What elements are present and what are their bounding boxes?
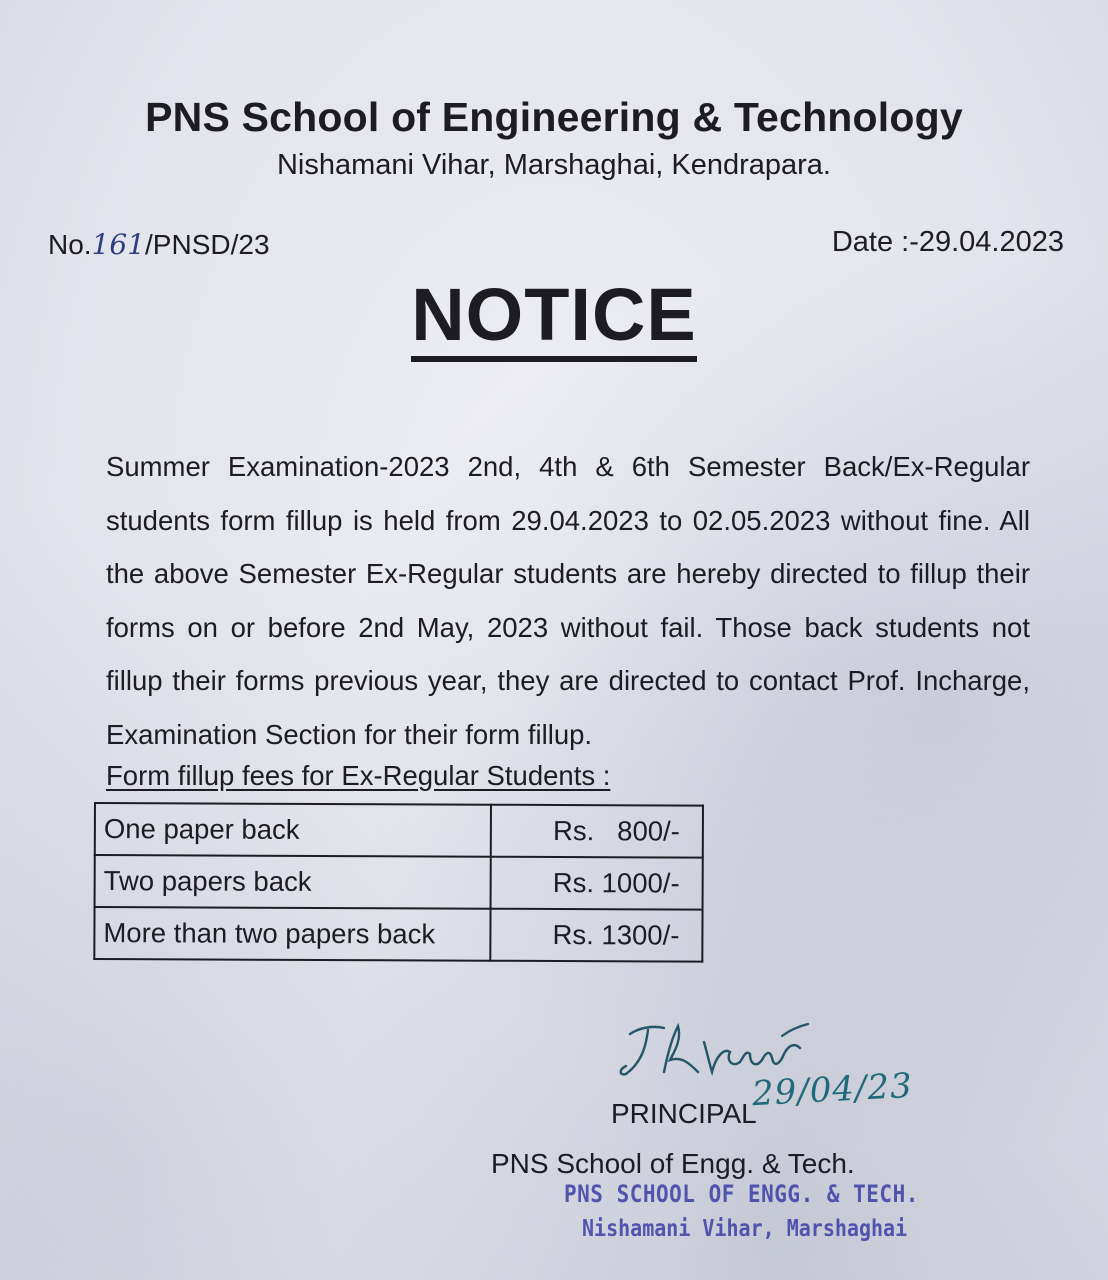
reference-number <box>48 228 270 261</box>
notice-heading <box>0 272 1108 362</box>
institution-title: PNS School of Engineering & Technology <box>145 94 963 140</box>
table-row <box>95 855 703 910</box>
table-row <box>94 907 702 962</box>
reference-suffix: /PNSD/23 <box>145 229 270 260</box>
stamp-line-2: Nishamani Vihar, Marshaghai <box>582 1214 908 1242</box>
fee-description: Two papers back <box>95 855 491 909</box>
fee-amount: Rs. 1300/- <box>490 909 702 962</box>
table-row <box>95 803 703 858</box>
notice-body <box>106 440 1030 761</box>
fee-amount: Rs. 1000/- <box>491 857 703 910</box>
official-stamp <box>564 1182 919 1240</box>
fee-description: More than two papers back <box>94 907 490 961</box>
reference-handwritten-number: 161 <box>91 228 146 261</box>
fee-description: One paper back <box>95 803 491 857</box>
principal-school: PNS School of Engg. & Tech. <box>491 1148 855 1179</box>
notice-body-paragraph: Summer Examination-2023 2nd, 4th & 6th Semester Back/Ex-Regular students form fillup is held from 29.04.2023 to 02.05.2023 without fine. All the above Semester Ex-Regular students are hereby directed to fillup their forms on or before 2nd May, 2023 without fail. Those back students not fillup their forms previous year, they are directed to contact Prof. Incharge, Examination Section for their form fillup. <box>106 451 1030 750</box>
fees-heading: Form fillup fees for Ex-Regular Students : <box>106 760 611 791</box>
principal-title: PRINCIPAL <box>611 1098 757 1129</box>
notice-heading-text: NOTICE <box>411 276 697 362</box>
notice-date: Date :-29.04.2023 <box>831 226 1064 258</box>
fee-amount: Rs. 800/- <box>491 805 703 858</box>
stamp-line-1: PNS SCHOOL OF ENGG. & TECH. <box>564 1180 919 1208</box>
fees-table <box>93 802 704 963</box>
institution-address: Nishamani Vihar, Marshaghai, Kendrapara. <box>276 149 831 181</box>
signature-date: 29/04/23 <box>751 1065 914 1115</box>
reference-prefix: No. <box>48 229 92 260</box>
